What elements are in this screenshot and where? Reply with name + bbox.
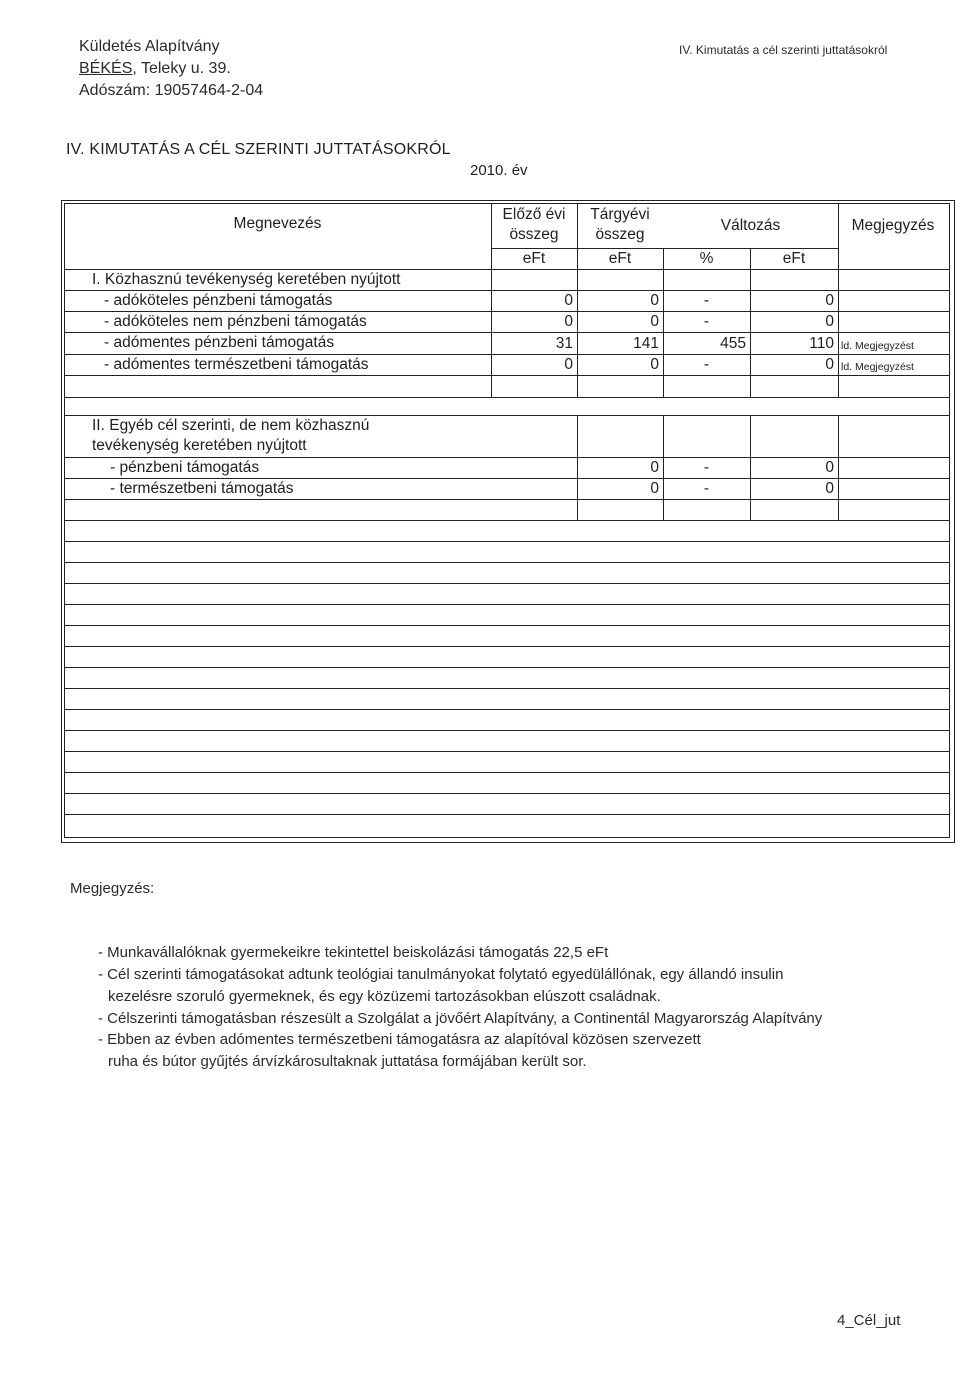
table-cell-pct: - [703, 292, 710, 309]
table-cell-prev: 0 [564, 356, 573, 373]
section1-title: I. Közhasznú tevékenység keretében nyújtott [92, 271, 401, 288]
notes-line: - Ebben az évben adómentes természetbeni támogatásra az alapítóval közösen szervezett [98, 1031, 701, 1048]
notes-heading: Megjegyzés: [70, 880, 155, 897]
header-prev-line1: Előző évi [502, 206, 566, 223]
page-title: IV. KIMUTATÁS A CÉL SZERINTI JUTTATÁSOKRÓL [66, 141, 451, 158]
org-name: Küldetés Alapítvány [79, 38, 220, 55]
unit-prev: eFt [522, 250, 546, 267]
table-cell-remark: ld. Megjegyzést [841, 340, 914, 352]
table-cell-curr: 0 [650, 480, 659, 497]
header-prev-line2: összeg [509, 226, 559, 243]
unit-curr: eFt [608, 250, 632, 267]
table-cell-eft: 110 [809, 335, 834, 352]
table-cell-prev: 0 [564, 313, 573, 330]
table-row-label: - pénzbeni támogatás [110, 459, 260, 476]
header-curr-line1: Tárgyévi [590, 206, 650, 223]
table-row-label: - természetbeni támogatás [110, 480, 294, 497]
table-row-label: - adómentes természetbeni támogatás [104, 356, 369, 373]
table-cell-pct: - [703, 356, 710, 373]
table-cell-curr: 0 [650, 459, 659, 476]
table-cell-pct: 455 [720, 335, 746, 352]
section-reference: IV. Kimutatás a cél szerinti juttatásokról [679, 43, 888, 57]
table-cell-pct: - [703, 480, 710, 497]
table-cell-curr: 0 [650, 356, 659, 373]
table-cell-eft: 0 [825, 459, 834, 476]
table-cell-prev: 0 [564, 292, 573, 309]
header-change: Változás [720, 217, 781, 234]
notes-line: - Munkavállalóknak gyermekeikre tekintettel beiskolázási támogatás 22,5 eFt [98, 944, 609, 961]
notes-line: kezelésre szoruló gyermeknek, és egy közüzemi tartozásokban elúszott családnak. [108, 988, 661, 1005]
notes-line: ruha és bútor gyűjtés árvízkárosultaknak juttatása formájában került sor. [108, 1053, 587, 1070]
table-row-label: - adómentes pénzbeni támogatás [104, 334, 335, 351]
org-city: BÉKÉS [79, 60, 133, 77]
notes-line: - Cél szerinti támogatásokat adtunk teológiai tanulmányokat folytató egyedülállónak, egy állandó insulin [98, 966, 784, 983]
table-cell-curr: 0 [650, 313, 659, 330]
header-curr-line2: összeg [595, 226, 645, 243]
table-cell-prev: 31 [555, 335, 573, 352]
table-cell-eft: 0 [825, 356, 834, 373]
table-cell-eft: 0 [825, 292, 834, 309]
section2-title-line1: II. Egyéb cél szerinti, de nem közhasznú [92, 417, 370, 434]
table-cell-pct: - [703, 313, 710, 330]
report-year: 2010. év [470, 162, 528, 179]
table-cell-curr: 141 [633, 335, 659, 352]
org-address [79, 60, 231, 78]
table-cell-eft: 0 [825, 313, 834, 330]
header-remark: Megjegyzés [851, 217, 935, 234]
table-row-label: - adóköteles pénzbeni támogatás [104, 292, 333, 309]
unit-change: eFt [782, 250, 806, 267]
table-cell-remark: ld. Megjegyzést [841, 361, 914, 373]
section2-title-line2: tevékenység keretében nyújtott [92, 437, 307, 454]
table-row-label: - adóköteles nem pénzbeni támogatás [104, 313, 367, 330]
tax-id: Adószám: 19057464-2-04 [79, 82, 264, 99]
table-cell-eft: 0 [825, 480, 834, 497]
table-cell-pct: - [703, 459, 710, 476]
header-name: Megnevezés [233, 215, 322, 232]
notes-line: - Célszerinti támogatásban részesült a Szolgálat a jövőért Alapítvány, a Continentál Magyarország Alapítvány [98, 1010, 823, 1027]
org-street: , Teleky u. 39. [132, 60, 231, 77]
page-footer: 4_Cél_jut [837, 1312, 901, 1329]
table-cell-curr: 0 [650, 292, 659, 309]
unit-pct: % [699, 250, 714, 267]
